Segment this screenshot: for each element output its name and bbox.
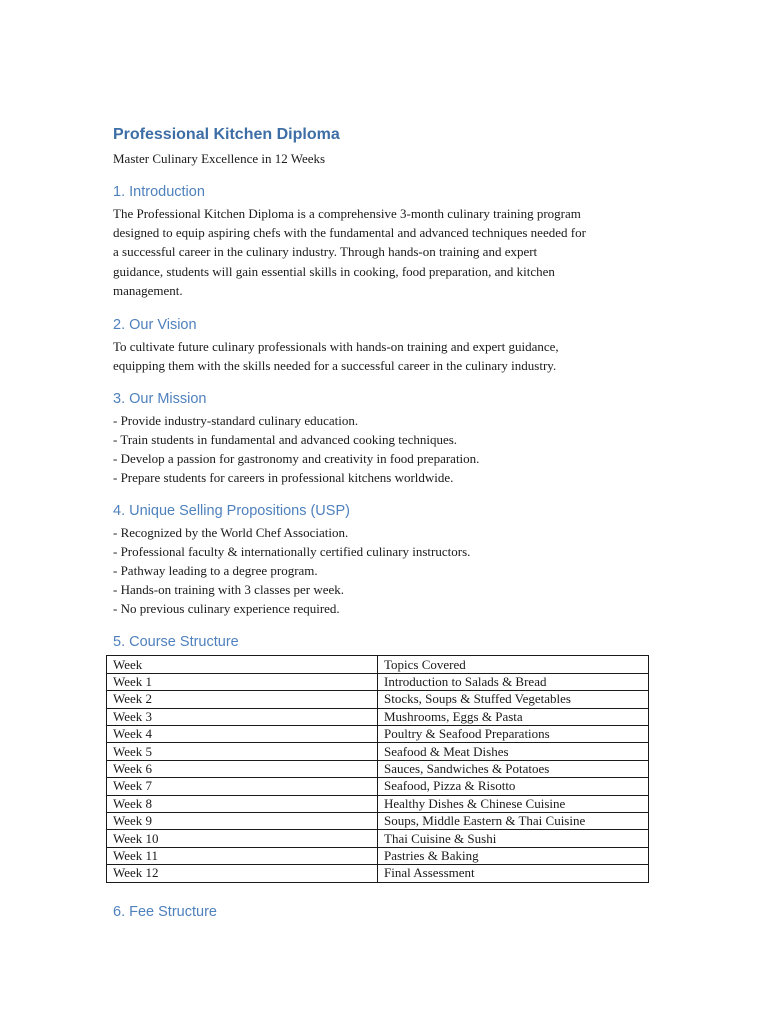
document-subtitle: Master Culinary Excellence in 12 Weeks	[113, 151, 326, 166]
vision-body	[113, 337, 658, 375]
mission-item: - Develop a passion for gastronomy and creativity in food preparation.	[113, 451, 480, 467]
table-cell-topic: Healthy Dishes & Chinese Cuisine	[378, 795, 649, 812]
table-header-topics: Topics Covered	[378, 656, 649, 673]
table-row	[107, 830, 649, 847]
usp-item: - No previous culinary experience required.	[113, 601, 340, 617]
table-cell-topic: Seafood, Pizza & Risotto	[378, 778, 649, 795]
document-page	[113, 124, 658, 922]
table-cell-topic: Pastries & Baking	[378, 847, 649, 864]
vision-line: equipping them with the skills needed for a successful career in the culinary industry.	[113, 358, 557, 374]
vision-line: To cultivate future culinary professionals with hands-on training and expert guidance,	[113, 339, 559, 355]
table-header-week: Week	[107, 656, 378, 673]
document-title: Professional Kitchen Diploma	[113, 126, 340, 143]
introduction-line: guidance, students will gain essential skills in cooking, food preparation, and kitchen	[113, 263, 555, 279]
mission-item: - Prepare students for careers in professional kitchens worldwide.	[113, 470, 454, 486]
table-row	[107, 760, 649, 777]
table-cell-week: Week 3	[107, 708, 378, 725]
table-cell-week: Week 8	[107, 795, 378, 812]
section-course-structure	[113, 632, 658, 882]
table-row	[107, 673, 649, 690]
table-cell-topic: Soups, Middle Eastern & Thai Cuisine	[378, 812, 649, 829]
table-cell-topic: Seafood & Meat Dishes	[378, 743, 649, 760]
section-introduction	[113, 182, 658, 300]
mission-item: - Provide industry-standard culinary education.	[113, 413, 359, 429]
section-fee-structure	[113, 902, 658, 922]
section-vision	[113, 315, 658, 375]
table-cell-week: Week 1	[107, 673, 378, 690]
table-cell-topic: Sauces, Sandwiches & Potatoes	[378, 760, 649, 777]
table-cell-week: Week 2	[107, 691, 378, 708]
table-cell-week: Week 11	[107, 847, 378, 864]
table-header-row	[107, 656, 649, 673]
table-row	[107, 691, 649, 708]
mission-item: - Train students in fundamental and advanced cooking techniques.	[113, 432, 458, 448]
usp-item: - Professional faculty & internationally certified culinary instructors.	[113, 544, 471, 560]
table-cell-week: Week 10	[107, 830, 378, 847]
section-usp	[113, 501, 658, 618]
section-heading-introduction: 1. Introduction	[113, 184, 205, 200]
section-heading-course-structure: 5. Course Structure	[113, 634, 239, 651]
usp-list	[113, 523, 658, 618]
section-mission	[113, 389, 658, 487]
section-heading-usp: 4. Unique Selling Propositions (USP)	[113, 503, 350, 520]
table-row	[107, 795, 649, 812]
table-cell-week: Week 4	[107, 725, 378, 742]
table-row	[107, 812, 649, 829]
section-heading-mission: 3. Our Mission	[113, 391, 207, 408]
section-heading-vision: 2. Our Vision	[113, 317, 197, 334]
table-cell-week: Week 12	[107, 865, 378, 882]
usp-item: - Hands-on training with 3 classes per week.	[113, 582, 345, 598]
section-heading-fee-structure: 6. Fee Structure	[113, 903, 217, 920]
table-row	[107, 708, 649, 725]
table-cell-week: Week 7	[107, 778, 378, 795]
introduction-line: designed to equip aspiring chefs with the fundamental and advanced techniques needed for	[113, 225, 586, 241]
table-row	[107, 778, 649, 795]
course-structure-table	[106, 655, 649, 882]
table-cell-topic: Thai Cuisine & Sushi	[378, 830, 649, 847]
table-cell-week: Week 6	[107, 760, 378, 777]
mission-list	[113, 411, 658, 487]
table-cell-topic: Poultry & Seafood Preparations	[378, 725, 649, 742]
table-cell-topic: Stocks, Soups & Stuffed Vegetables	[378, 691, 649, 708]
usp-item: - Recognized by the World Chef Association.	[113, 525, 349, 541]
table-cell-topic: Mushrooms, Eggs & Pasta	[378, 708, 649, 725]
table-row	[107, 847, 649, 864]
introduction-line: The Professional Kitchen Diploma is a comprehensive 3-month culinary training program	[113, 206, 581, 221]
introduction-line: management.	[113, 282, 183, 298]
table-cell-topic: Introduction to Salads & Bread	[378, 673, 649, 690]
usp-item: - Pathway leading to a degree program.	[113, 563, 318, 579]
table-row	[107, 743, 649, 760]
introduction-line: a successful career in the culinary industry. Through hands-on training and expert	[113, 244, 538, 260]
introduction-body	[113, 204, 658, 300]
table-row	[107, 725, 649, 742]
table-cell-week: Week 5	[107, 743, 378, 760]
table-row	[107, 865, 649, 882]
table-cell-week: Week 9	[107, 812, 378, 829]
table-cell-topic: Final Assessment	[378, 865, 649, 882]
